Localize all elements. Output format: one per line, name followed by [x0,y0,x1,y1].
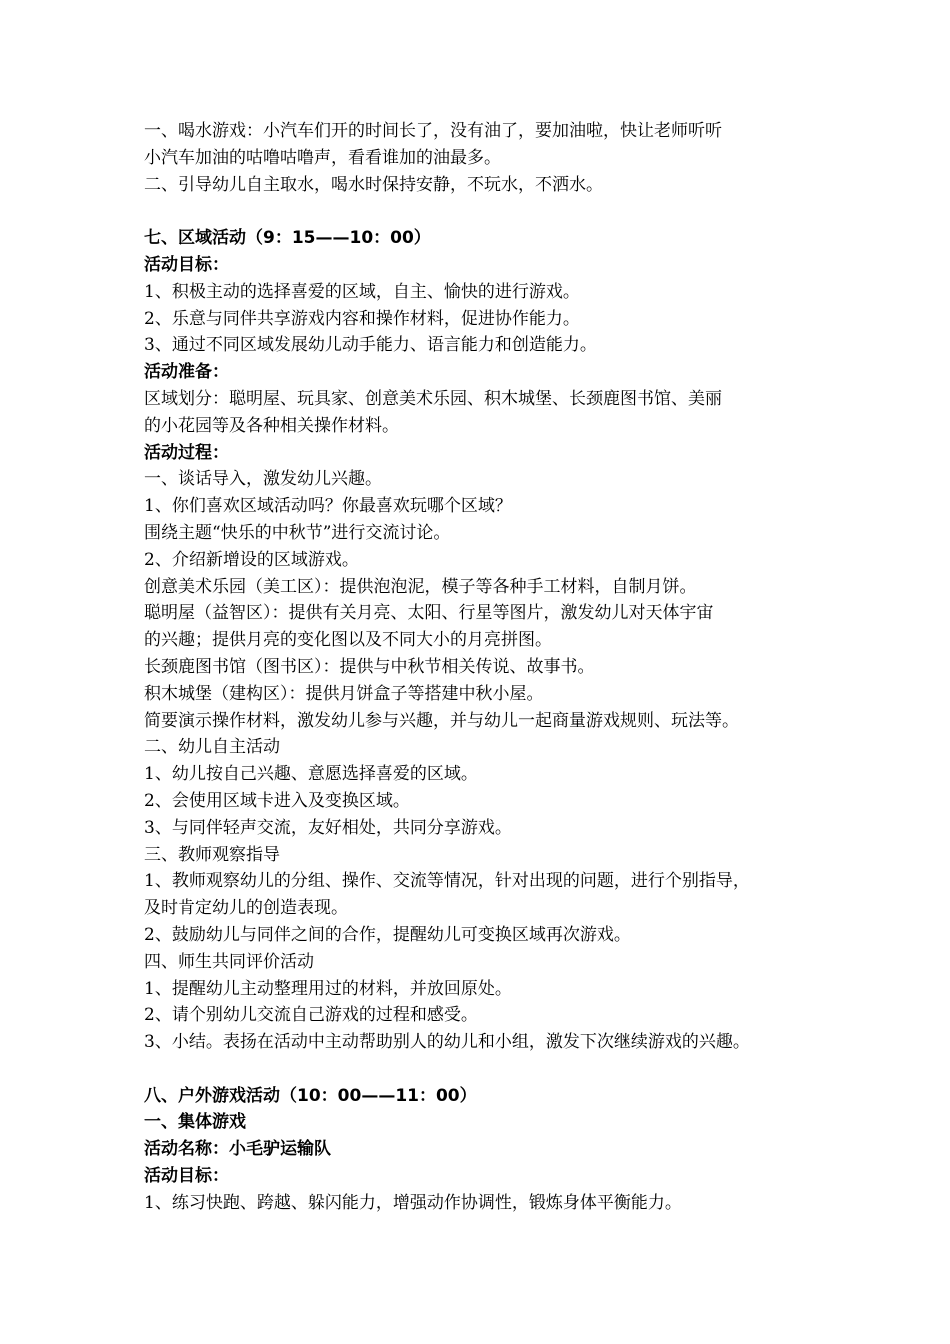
process-line: 2、会使用区域卡进入及变换区域。 [144,790,410,811]
section6-tail [144,118,834,198]
process-line: 简要演示操作材料，激发幼儿参与兴趣，并与幼儿一起商量游戏规则、玩法等。 [144,710,739,731]
process-line: 及时肯定幼儿的创造表现。 [144,898,348,919]
prep-item: 的小花园等及各种相关操作材料。 [144,415,399,436]
process-line: 3、小结。表扬在活动中主动帮助别人的幼儿和小组，激发下次继续游戏的兴趣。 [144,1032,750,1053]
document-page [144,118,834,1217]
process-heading: 活动过程： [144,442,229,463]
goal-heading: 活动目标： [144,254,229,275]
goal-item: 3、通过不同区域发展幼儿动手能力、语言能力和创造能力。 [144,335,597,356]
process-line: 3、与同伴轻声交流，友好相处，共同分享游戏。 [144,817,512,838]
text-line: 二、引导幼儿自主取水，喝水时保持安静，不玩水，不洒水。 [144,174,603,195]
process-line: 1、教师观察幼儿的分组、操作、交流等情况，针对出现的问题，进行个别指导， [144,871,750,892]
process-line: 三、教师观察指导 [144,844,280,865]
process-line: 1、幼儿按自己兴趣、意愿选择喜爱的区域。 [144,764,478,785]
goal-item: 1、积极主动的选择喜爱的区域，自主、愉快的进行游戏。 [144,281,580,302]
process-line: 1、提醒幼儿主动整理用过的材料，并放回原处。 [144,978,512,999]
process-line: 2、鼓励幼儿与同伴之间的合作，提醒幼儿可变换区域再次游戏。 [144,924,631,945]
process-line: 四、师生共同评价活动 [144,951,314,972]
goal-item: 1、练习快跑、跨越、躲闪能力，增强动作协调性，锻炼身体平衡能力。 [144,1192,682,1213]
process-line: 1、你们喜欢区域活动吗？你最喜欢玩哪个区域？ [144,496,512,517]
process-line: 长颈鹿图书馆（图书区）：提供与中秋节相关传说、故事书。 [144,656,595,677]
prep-heading: 活动准备： [144,362,229,383]
goal-heading: 活动目标： [144,1166,229,1187]
process-line: 2、介绍新增设的区域游戏。 [144,549,359,570]
process-line: 积木城堡（建构区）：提供月饼盒子等搭建中秋小屋。 [144,683,544,704]
section8-title: 八、户外游戏活动（10：00——11：00） [144,1085,477,1106]
process-line: 2、请个别幼儿交流自己游戏的过程和感受。 [144,1005,478,1026]
text-line: 一、喝水游戏：小汽车们开的时间长了，没有油了，要加油啦，快让老师听听 [144,121,722,141]
process-line: 二、幼儿自主活动 [144,737,280,758]
paragraph-gap [144,198,834,225]
goal-item: 2、乐意与同伴共享游戏内容和操作材料，促进协作能力。 [144,308,580,329]
activity-name: 活动名称：小毛驴运输队 [144,1139,331,1160]
process-line: 创意美术乐园（美工区）：提供泡泡泥，模子等各种手工材料，自制月饼。 [144,576,697,597]
process-line: 一、谈话导入，激发幼儿兴趣。 [144,469,382,490]
process-line: 围绕主题“快乐的中秋节”进行交流讨论。 [144,522,451,543]
sub-heading: 一、集体游戏 [144,1112,246,1133]
section8 [144,1083,834,1217]
process-line: 聪明屋（益智区）：提供有关月亮、太阳、行星等图片，激发幼儿对天体宇宙 [144,603,714,624]
section7 [144,225,834,1056]
text-line: 小汽车加油的咕噜咕噜声，看看谁加的油最多。 [144,147,501,168]
prep-item: 区域划分：聪明屋、玩具家、创意美术乐园、积木城堡、长颈鹿图书馆、美丽 [144,388,722,409]
section7-title: 七、区域活动（9：15——10：00） [144,228,431,249]
paragraph-gap [144,1056,834,1083]
process-line: 的兴趣；提供月亮的变化图以及不同大小的月亮拼图。 [144,630,552,651]
